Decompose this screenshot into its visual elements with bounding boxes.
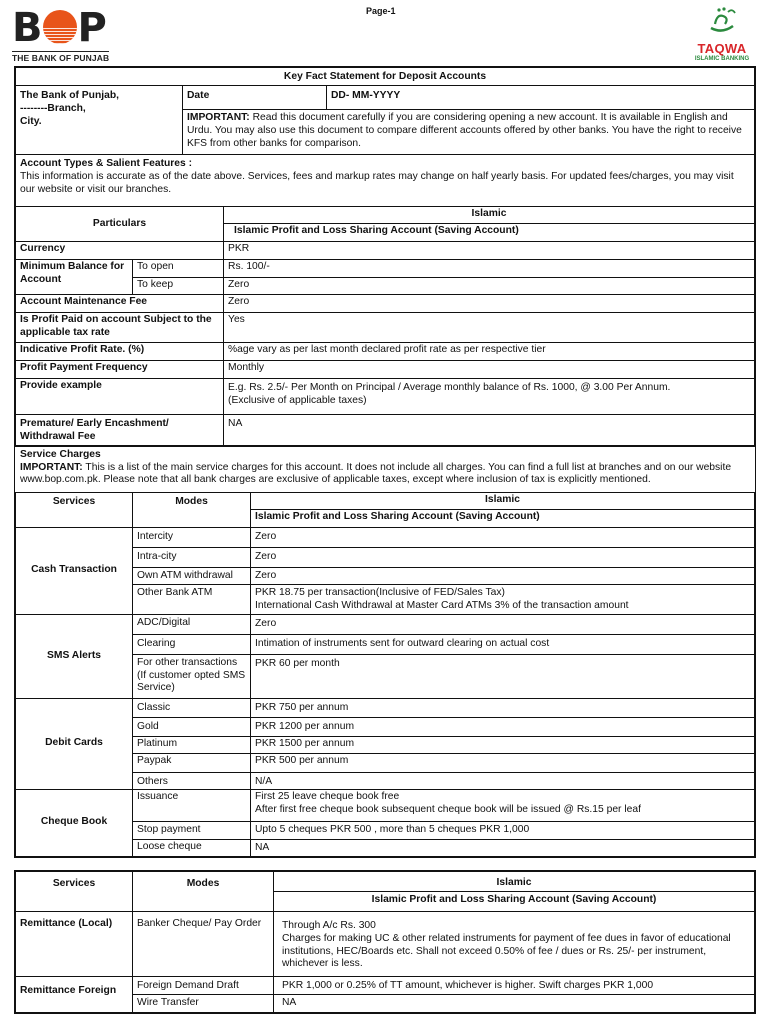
value-foreign-dd: PKR 1,000 or 0.25% of TT amount, whichever is higher. Swift charges PKR 1,000 xyxy=(274,976,755,994)
value-intercity: Zero xyxy=(251,527,755,547)
value-classic: PKR 750 per annum xyxy=(251,698,755,717)
value-banker-cheque: Through A/c Rs. 300 Charges for making UC & other related instruments for payment of fee dues in favor of educational institutions, HEC/Boards etc. Shall not exceed 0.50% of fee / dues or Rs. 25/- per instrument, whichever is less. xyxy=(274,911,755,976)
mode-other-sms: For other transactions (If customer opted SMS Service) xyxy=(133,654,251,698)
services-col-header: Services xyxy=(16,492,133,527)
remit-modes-header: Modes xyxy=(133,872,274,912)
mode-classic: Classic xyxy=(133,698,251,717)
date-label: Date xyxy=(183,86,327,110)
premature-value: NA xyxy=(224,415,755,446)
particulars-header: Particulars xyxy=(16,207,224,242)
kfs-block xyxy=(14,66,756,858)
mode-others: Others xyxy=(133,772,251,789)
kfs-header-table xyxy=(15,67,755,207)
profit-paid-label: Is Profit Paid on account Subject to the applicable tax rate xyxy=(16,313,224,343)
remit-services-header: Services xyxy=(16,872,133,912)
example-line-2: (Exclusive of applicable taxes) xyxy=(228,394,367,406)
value-clearing: Intimation of instruments sent for outward clearing on actual cost xyxy=(251,634,755,654)
mode-loose-cheque: Loose cheque xyxy=(133,839,251,856)
account-name-header: Islamic Profit and Loss Sharing Account (Saving Account) xyxy=(224,224,755,242)
remittance-local-label: Remittance (Local) xyxy=(16,911,133,976)
account-types-section xyxy=(16,155,755,207)
important-label: IMPORTANT: xyxy=(187,112,250,123)
value-own-atm: Zero xyxy=(251,567,755,584)
service-charges-table xyxy=(15,492,755,857)
maintenance-label: Account Maintenance Fee xyxy=(16,295,224,313)
account-types-heading: Account Types & Salient Features : xyxy=(20,158,193,169)
value-loose-cheque: NA xyxy=(251,839,755,856)
remit-account-header: Islamic Profit and Loss Sharing Account (Saving Account) xyxy=(274,891,755,911)
mode-intercity: Intercity xyxy=(133,527,251,547)
value-paypak: PKR 500 per annum xyxy=(251,753,755,772)
account-types-text: This information is accurate as of the date above. Services, fees and markup rates may change on half yearly basis. For updated fees/charges, you may visit our website or visit our branches. xyxy=(20,170,734,195)
mode-paypak: Paypak xyxy=(133,753,251,772)
mode-other-atm: Other Bank ATM xyxy=(133,584,251,614)
value-other-atm: PKR 18.75 per transaction(Inclusive of FED/Sales Tax) International Cash Withdrawal at Master Card ATMs 3% of the transaction amount xyxy=(251,584,755,614)
bop-sun-icon xyxy=(43,10,77,44)
service-charges-heading: Service Charges xyxy=(20,448,101,460)
important-text: Read this document carefully if you are considering opening a new account. It is available in English and Urdu. You may also use this document to compare different accounts offered by other banks. You have the right to receive KFS from other banks for comparison. xyxy=(187,112,742,149)
kfs-title: Key Fact Statement for Deposit Accounts xyxy=(16,68,755,86)
mode-clearing: Clearing xyxy=(133,634,251,654)
value-gold: PKR 1200 per annum xyxy=(251,717,755,736)
mode-wire-transfer: Wire Transfer xyxy=(133,994,274,1012)
remittance-foreign-label: Remittance Foreign xyxy=(16,976,133,1012)
frequency-value: Monthly xyxy=(224,361,755,379)
service-charges-important: IMPORTANT: This is a list of the main service charges for this account. It does not include all charges. You can find a full list at branches and on our website www.bop.com.pk. Please note that all bank charges are exclusive of applicable taxes, except where inclusion of tax is explicitly mentioned. xyxy=(20,461,732,486)
value-others: N/A xyxy=(251,772,755,789)
bank-branch: --------Branch, xyxy=(20,102,86,114)
bop-logo: B P THE BANK OF PUNJAB xyxy=(12,5,110,63)
taqwa-logo xyxy=(684,4,760,62)
taqwa-emblem-icon xyxy=(705,4,739,38)
currency-label: Currency xyxy=(16,242,224,260)
taqwa-brand-sub: ISLAMIC BANKING xyxy=(694,56,750,63)
mode-platinum: Platinum xyxy=(133,736,251,753)
account-col-header: Islamic Profit and Loss Sharing Account (Saving Account) xyxy=(251,509,755,527)
example-value xyxy=(224,379,755,415)
bop-tagline: THE BANK OF PUNJAB xyxy=(12,53,110,63)
profit-paid-value: Yes xyxy=(224,313,755,343)
indicative-rate-label: Indicative Profit Rate. (%) xyxy=(16,343,224,361)
indicative-rate-value: %age vary as per last month declared profit rate as per respective tier xyxy=(224,343,755,361)
cheque-book-label: Cheque Book xyxy=(16,789,133,856)
remittance-block xyxy=(14,870,756,1014)
currency-value: PKR xyxy=(224,242,755,260)
mode-intra-city: Intra-city xyxy=(133,547,251,567)
mode-adc-digital: ADC/Digital xyxy=(133,614,251,634)
mode-gold: Gold xyxy=(133,717,251,736)
to-open-label: To open xyxy=(133,260,224,278)
bank-city: City. xyxy=(20,115,42,127)
mode-banker-cheque: Banker Cheque/ Pay Order xyxy=(133,911,274,976)
min-balance-label: Minimum Balance for Account xyxy=(16,260,133,295)
bank-address xyxy=(16,86,183,155)
mode-foreign-dd: Foreign Demand Draft xyxy=(133,976,274,994)
maintenance-value: Zero xyxy=(224,295,755,313)
value-adc-digital: Zero xyxy=(251,614,755,634)
islamic-header: Islamic xyxy=(224,207,755,224)
remit-islamic-header: Islamic xyxy=(274,872,755,892)
date-value: DD- MM-YYYY xyxy=(327,86,755,110)
bank-name: The Bank of Punjab, xyxy=(20,90,119,101)
page-header xyxy=(0,0,770,64)
mode-issuance: Issuance xyxy=(133,789,251,821)
important-note xyxy=(183,110,755,155)
to-keep-label: To keep xyxy=(133,278,224,295)
value-other-sms: PKR 60 per month xyxy=(251,654,755,698)
service-charges-note xyxy=(15,446,755,492)
mode-stop-payment: Stop payment xyxy=(133,821,251,839)
value-wire-transfer: NA xyxy=(274,994,755,1012)
value-stop-payment: Upto 5 cheques PKR 500 , more than 5 cheques PKR 1,000 xyxy=(251,821,755,839)
remittance-table xyxy=(15,871,755,1013)
to-open-value: Rs. 100/- xyxy=(224,260,755,278)
to-keep-value: Zero xyxy=(224,278,755,295)
sms-alerts-label: SMS Alerts xyxy=(16,614,133,698)
islamic-col-header: Islamic xyxy=(251,492,755,509)
value-platinum: PKR 1500 per annum xyxy=(251,736,755,753)
page-number: Page-1 xyxy=(366,6,396,16)
value-intra-city: Zero xyxy=(251,547,755,567)
example-line-1: E.g. Rs. 2.5/- Per Month on Principal / Average monthly balance of Rs. 1000, @ 3.00 Per Annum. xyxy=(228,382,671,393)
debit-cards-label: Debit Cards xyxy=(16,698,133,789)
taqwa-brand-name: TAQWA xyxy=(697,41,747,57)
frequency-label: Profit Payment Frequency xyxy=(16,361,224,379)
example-label: Provide example xyxy=(16,379,224,415)
mode-own-atm: Own ATM withdrawal xyxy=(133,567,251,584)
premature-label: Premature/ Early Encashment/ Withdrawal Fee xyxy=(16,415,224,446)
features-table xyxy=(15,206,755,446)
value-issuance: First 25 leave cheque book free After first free cheque book subsequent cheque book will be issued @ Rs.15 per leaf xyxy=(251,789,755,821)
modes-col-header: Modes xyxy=(133,492,251,527)
cash-transaction-label: Cash Transaction xyxy=(16,527,133,614)
